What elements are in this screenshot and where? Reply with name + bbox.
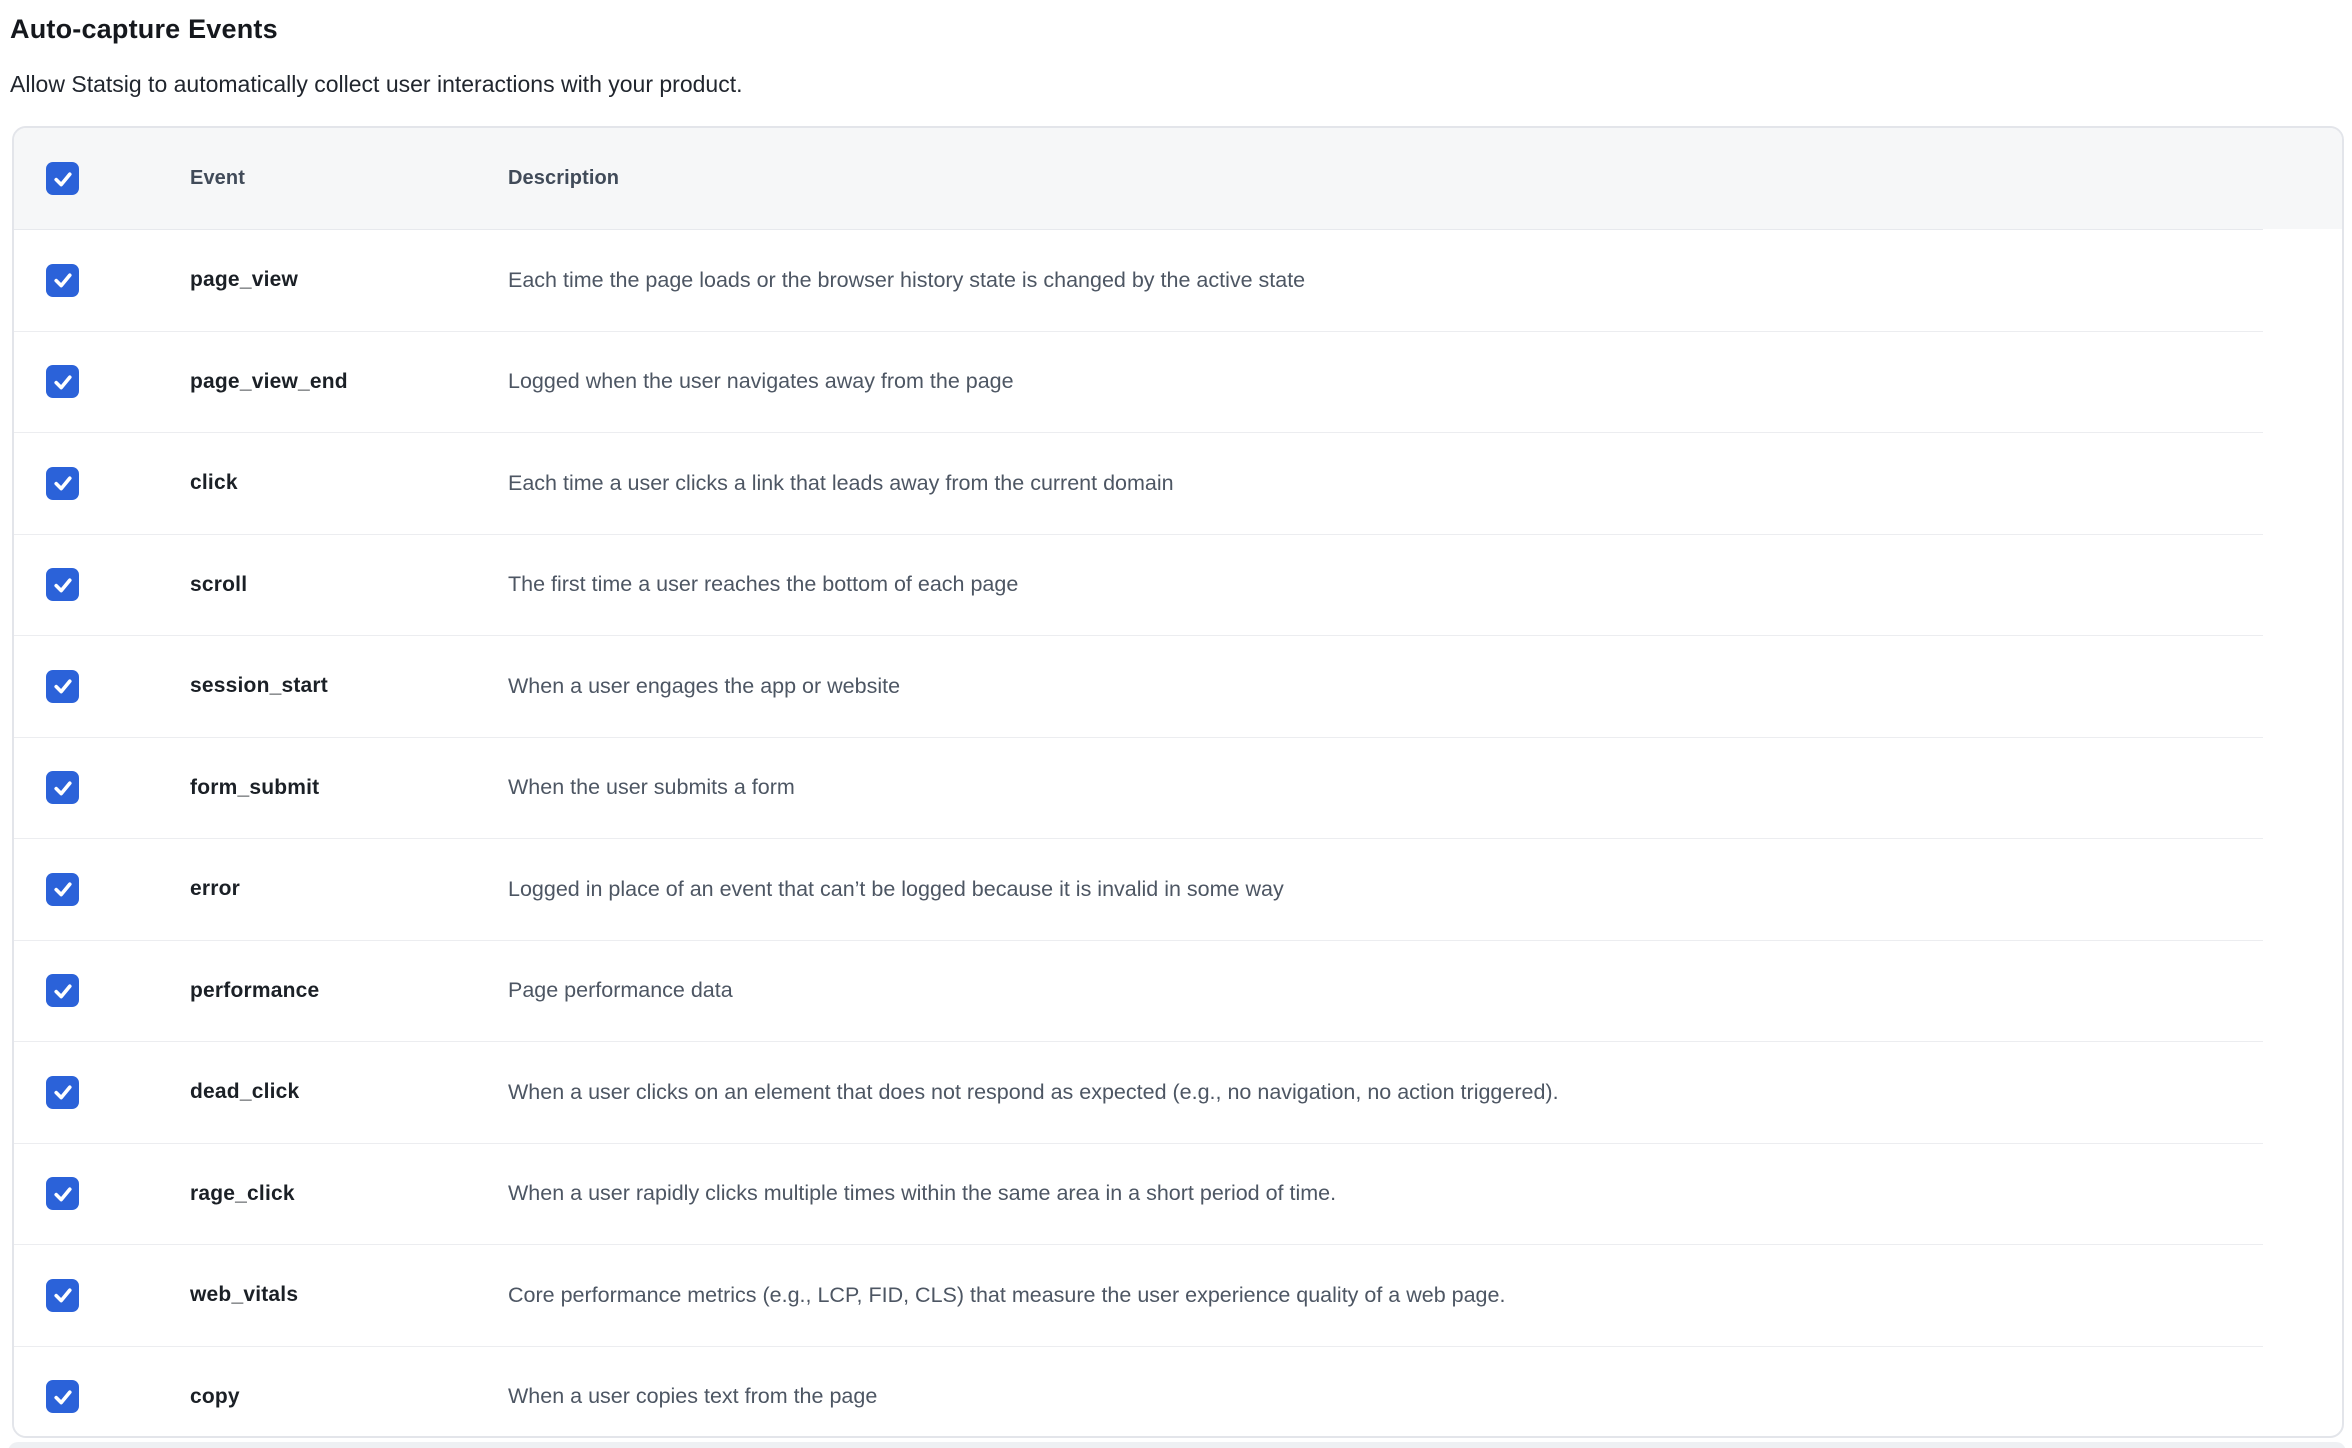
column-header-description: Description <box>508 167 620 189</box>
row-event-cell <box>190 877 508 901</box>
table-row <box>14 1245 2263 1347</box>
row-event-cell <box>190 1385 508 1409</box>
row-description-cell <box>508 978 2263 1003</box>
row-event-cell <box>190 776 508 800</box>
checkmark-icon <box>52 269 74 291</box>
event-name: error <box>190 877 241 901</box>
row-checkbox-cell <box>14 1177 190 1210</box>
checkmark-icon <box>52 574 74 596</box>
next-section-top-edge <box>8 1442 2346 1448</box>
column-header-event: Event <box>190 167 245 189</box>
row-checkbox-cell <box>14 365 190 398</box>
row-event-cell <box>190 573 508 597</box>
table-row <box>14 332 2263 434</box>
row-checkbox-cell <box>14 467 190 500</box>
event-description: When a user copies text from the page <box>508 1384 878 1409</box>
row-checkbox[interactable] <box>46 1076 79 1109</box>
table-row <box>14 433 2263 535</box>
row-description-cell <box>508 268 2263 293</box>
checkmark-icon <box>52 777 74 799</box>
row-event-cell <box>190 1283 508 1307</box>
table-row <box>14 839 2263 941</box>
page-subtitle: Allow Statsig to automatically collect user interactions with your product. <box>10 71 743 97</box>
table-row <box>14 230 2263 332</box>
row-checkbox[interactable] <box>46 1177 79 1210</box>
row-checkbox[interactable] <box>46 264 79 297</box>
checkmark-icon <box>52 878 74 900</box>
table-row <box>14 636 2263 738</box>
event-name: dead_click <box>190 1080 300 1104</box>
event-description: Each time the page loads or the browser history state is changed by the active state <box>508 267 1306 292</box>
event-name: rage_click <box>190 1181 295 1205</box>
row-description-cell <box>508 471 2263 496</box>
row-event-cell <box>190 1182 508 1206</box>
row-checkbox-cell <box>14 568 190 601</box>
event-name: click <box>190 471 238 495</box>
row-checkbox-cell <box>14 974 190 1007</box>
header-checkbox-cell <box>14 162 190 195</box>
row-event-cell <box>190 268 508 292</box>
row-checkbox[interactable] <box>46 568 79 601</box>
table-row <box>14 738 2263 840</box>
row-checkbox[interactable] <box>46 873 79 906</box>
event-description: When a user rapidly clicks multiple times within the same area in a short period of time. <box>508 1181 1337 1206</box>
event-description: Each time a user clicks a link that leads away from the current domain <box>508 470 1174 495</box>
row-event-cell <box>190 674 508 698</box>
row-description-cell <box>508 369 2263 394</box>
header-event-cell <box>190 167 508 190</box>
events-table-card <box>12 126 2344 1438</box>
event-description: Logged when the user navigates away from the page <box>508 369 1014 394</box>
row-checkbox-cell <box>14 1076 190 1109</box>
event-description: When the user submits a form <box>508 775 795 800</box>
row-checkbox-cell <box>14 771 190 804</box>
row-description-cell <box>508 775 2263 800</box>
events-table-body <box>14 229 2263 1438</box>
row-description-cell <box>508 674 2263 699</box>
checkmark-icon <box>52 675 74 697</box>
event-name: page_view <box>190 268 299 292</box>
checkmark-icon <box>52 1386 74 1408</box>
row-event-cell <box>190 1080 508 1104</box>
row-checkbox[interactable] <box>46 467 79 500</box>
event-name: performance <box>190 978 320 1002</box>
event-name: session_start <box>190 674 329 698</box>
checkmark-icon <box>52 1081 74 1103</box>
row-checkbox[interactable] <box>46 771 79 804</box>
checkmark-icon <box>52 168 74 190</box>
row-checkbox[interactable] <box>46 670 79 703</box>
checkmark-icon <box>52 472 74 494</box>
table-row <box>14 1347 2263 1439</box>
header-description-cell <box>508 167 2342 190</box>
row-description-cell <box>508 1283 2263 1308</box>
row-checkbox[interactable] <box>46 365 79 398</box>
event-description: When a user clicks on an element that does not respond as expected (e.g., no navigation, no action triggered). <box>508 1079 1559 1104</box>
event-description: Logged in place of an event that can’t be logged because it is invalid in some way <box>508 876 1284 901</box>
page-title: Auto-capture Events <box>10 14 278 44</box>
event-name: scroll <box>190 572 248 596</box>
row-description-cell <box>508 1181 2263 1206</box>
row-checkbox-cell <box>14 670 190 703</box>
row-checkbox[interactable] <box>46 974 79 1007</box>
row-checkbox-cell <box>14 264 190 297</box>
row-checkbox[interactable] <box>46 1279 79 1312</box>
row-event-cell <box>190 471 508 495</box>
checkmark-icon <box>52 980 74 1002</box>
event-name: web_vitals <box>190 1283 299 1307</box>
event-description: Page performance data <box>508 978 733 1003</box>
row-checkbox-cell <box>14 873 190 906</box>
event-name: copy <box>190 1384 240 1408</box>
row-description-cell <box>508 1384 2263 1409</box>
select-all-checkbox[interactable] <box>46 162 79 195</box>
row-description-cell <box>508 572 2263 597</box>
event-name: page_view_end <box>190 369 348 393</box>
event-description: When a user engages the app or website <box>508 673 901 698</box>
row-description-cell <box>508 1080 2263 1105</box>
checkmark-icon <box>52 1284 74 1306</box>
row-checkbox-cell <box>14 1279 190 1312</box>
row-event-cell <box>190 979 508 1003</box>
table-row <box>14 1144 2263 1246</box>
table-row <box>14 535 2263 637</box>
row-checkbox[interactable] <box>46 1380 79 1413</box>
table-row <box>14 1042 2263 1144</box>
table-row <box>14 941 2263 1043</box>
event-description: The first time a user reaches the bottom of each page <box>508 572 1019 597</box>
row-description-cell <box>508 877 2263 902</box>
events-table-header-row <box>14 128 2342 229</box>
event-description: Core performance metrics (e.g., LCP, FID, CLS) that measure the user experience quality of a web page. <box>508 1282 1506 1307</box>
row-event-cell <box>190 370 508 394</box>
checkmark-icon <box>52 1183 74 1205</box>
row-checkbox-cell <box>14 1380 190 1413</box>
checkmark-icon <box>52 371 74 393</box>
event-name: form_submit <box>190 775 320 799</box>
